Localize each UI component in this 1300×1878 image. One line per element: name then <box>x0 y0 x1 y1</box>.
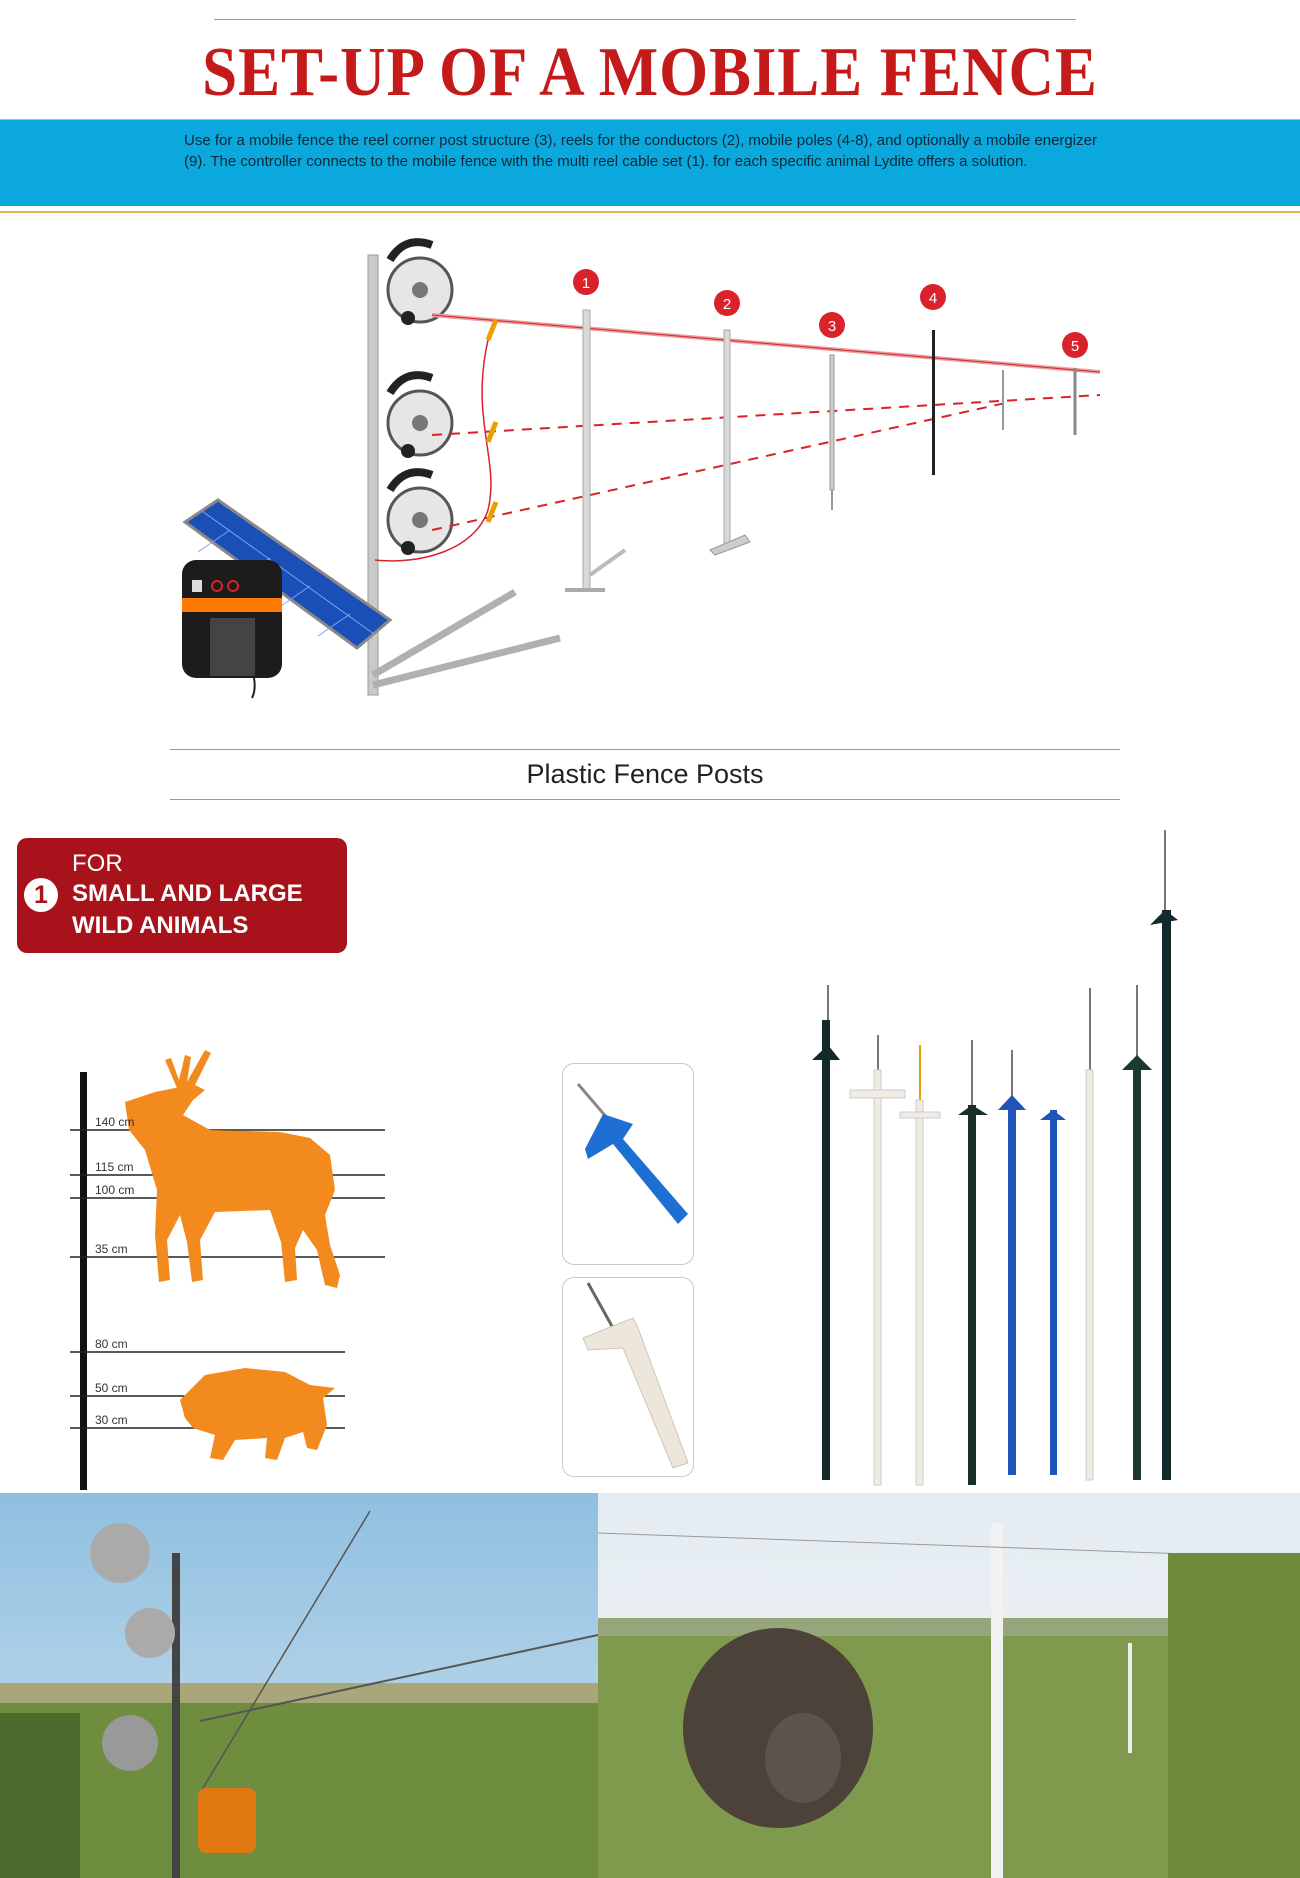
post-4 <box>932 330 935 475</box>
height-label-50: 50 cm <box>95 1381 128 1395</box>
svg-text:3: 3 <box>827 318 837 335</box>
description-text: Use for a mobile fence the reel corner post structure (3), reels for the conductors (2), mobile poles (4-8), and optionally a mobile energizer (9). The controller connects to the mobile fence with the multi reel cable set (1). for each specific animal Lydite offers a solution. <box>184 132 1097 170</box>
middle-wire <box>432 395 1100 435</box>
post-2 <box>724 330 730 545</box>
height-label-35: 35 cm <box>95 1242 128 1256</box>
section-rule-bottom <box>170 799 1120 800</box>
marker-4 <box>920 284 946 310</box>
clip-1 <box>488 320 496 340</box>
section-title: Plastic Fence Posts <box>526 759 764 789</box>
bottom-wire <box>432 402 1010 530</box>
fence-setup-diagram <box>170 220 1130 730</box>
top-wire <box>432 315 1100 372</box>
post-3 <box>830 355 834 490</box>
reel-bottom <box>388 472 452 555</box>
badge-line-1: FOR <box>72 850 123 877</box>
boar-post <box>80 1332 87 1490</box>
height-label-100: 100 cm <box>95 1183 135 1197</box>
badge-line-3: WILD ANIMALS <box>72 912 249 939</box>
svg-text:4: 4 <box>928 290 938 307</box>
post-1 <box>583 310 590 590</box>
section-rule-top <box>170 749 1120 750</box>
post-detail-card-white <box>562 1277 694 1477</box>
posts-lineup <box>800 810 1220 1490</box>
badge-line-2: SMALL AND LARGE <box>72 880 303 907</box>
gold-rule <box>0 211 1300 213</box>
svg-text:2: 2 <box>722 296 732 313</box>
reel-top <box>388 242 452 325</box>
top-rule <box>214 19 1076 20</box>
wild-boar-photo <box>598 1493 1300 1878</box>
height-label-140: 140 cm <box>95 1115 135 1129</box>
marker-1 <box>573 269 599 295</box>
energizer <box>182 560 282 698</box>
page-title: SET-UP OF A MOBILE FENCE <box>202 34 1098 111</box>
height-label-115: 115 cm <box>95 1160 134 1174</box>
brace-upper <box>373 592 515 675</box>
reel-post-and-energizer-photo <box>0 1493 598 1878</box>
height-label-30: 30 cm <box>95 1413 128 1427</box>
marker-3 <box>819 312 845 338</box>
height-label-80: 80 cm <box>95 1337 128 1351</box>
reel-middle <box>388 375 452 458</box>
badge-number: 1 <box>24 878 58 912</box>
svg-text:5: 5 <box>1070 338 1080 355</box>
marker-5 <box>1062 332 1088 358</box>
marker-2 <box>714 290 740 316</box>
svg-text:1: 1 <box>581 275 591 292</box>
post-detail-card-blue <box>562 1063 694 1265</box>
deer-post <box>80 1072 87 1342</box>
